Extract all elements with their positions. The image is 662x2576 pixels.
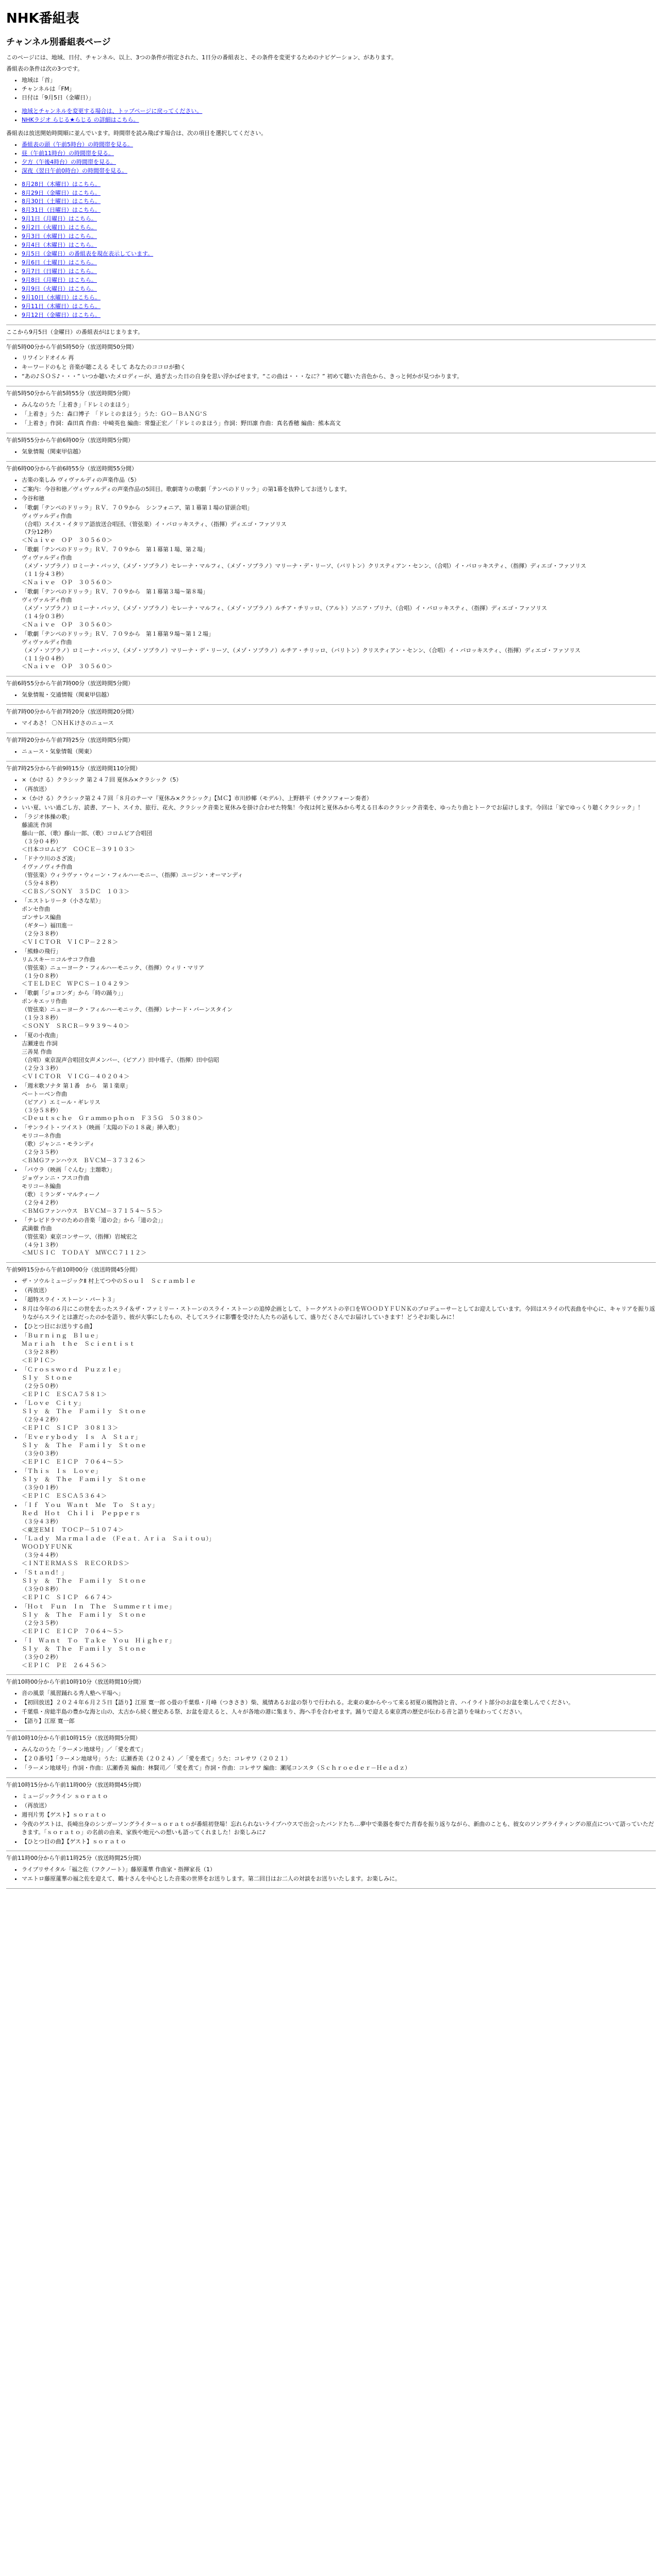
program-detail-item: • 「歌劇「テンペのドリッラ」ＲＶ．７０９から シンフォニア、第１幕第１場の冒頭合唱」 ヴィヴァルディ作曲 （合唱）スイス・イタリア語放送合唱団、（管弦楽）イ・バロッキスティ、（指揮）ディエゴ・ファソリス （7分12秒） ＜Ｎａｉｖｅ ＯＰ ３０５６０＞ (22, 504, 656, 545)
program-detail-item: • 【ひとつ目にお送りする曲】 (22, 1323, 656, 1331)
date-list-item (22, 180, 656, 189)
time-links-list (6, 141, 656, 175)
program-detail-item: • 「歌劇「テンペのドリッラ」ＲＶ．７０９から 第１幕第３場～第８場」 ヴィヴァルディ作曲 （メゾ・ソプラノ）ロミーナ・バッソ、（メゾ・ソプラノ）セレーナ・マルフィ、（メゾ・ソプラノ）ルチア・チリッロ、（アルト）ソニア・プリナ、（合唱）イ・バロッキスティ、（指揮）ディエゴ・ファソリス （１４分０３秒） ＜Ｎａｉｖｅ ＯＰ ３０５６０＞ (22, 588, 656, 629)
program-time: 午前7時00分から午前7時20分（放送時間20分間） (6, 708, 137, 716)
date-links-list (6, 180, 656, 319)
program-details (6, 354, 656, 381)
program-detail-item: • ご案内：今谷和徳／ヴィヴァルディの声楽作品の5回目。歌劇寄りの歌劇「テンペのドリッラ」の第1幕を抜粋してお送りします。 (22, 485, 656, 494)
program-detail-item: • キーワードのもと 音楽が聴こえる そして あなたのココロが動く (22, 363, 656, 371)
program-detail-item: • 「ラーメン地球号」作詞・作曲：広瀬香美 編曲：林賢司／「愛を煮て」作詞・作曲：コレサワ 編曲：瀬尾コンスタ（Ｓｃｈｒｏｅｄｅｒ－Ｈｅａｄｚ） (22, 1764, 656, 1772)
program-details (6, 1866, 656, 1883)
program-detail-item: • 週刊片男【ゲスト】ｓｏｒａｔｏ (22, 1811, 656, 1819)
date-list-item (22, 224, 656, 232)
page-subtitle: チャンネル別番組表ページ (6, 37, 111, 47)
date-link[interactable]: 8月31日（日曜日）はこちら。 (22, 207, 101, 214)
program-time: 午前10時10分から午前10時15分（放送時間5分間） (6, 1735, 141, 1742)
program-detail-item: • 気象情報（関東甲信越） (22, 448, 656, 456)
date-link[interactable]: 9月2日（火曜日）はこちら。 (22, 224, 97, 231)
program-detail-item: • 「歌劇「テンペのドリッラ」ＲＶ．７０９から 第１幕第１場、第２場」 ヴィヴァルディ作曲 （メゾ・ソプラノ）ロミーナ・バッソ、（メゾ・ソプラノ）セレーナ・マルフィ、（メゾ・ソプラノ）マリーナ・デ・リーソ、（バリトン）クリスティアン・センン、（合唱）イ・バロッキスティ、（指揮）ディエゴ・ファソリス （１１分４３秒） ＜Ｎａｉｖｅ ＯＰ ３０５６０＞ (22, 546, 656, 587)
time-list-item (22, 158, 656, 166)
program-detail-item: • 【２０番号】「ラーメン地球号」うた：広瀬香美（２０２４）／「愛を煮て」うた：コレサワ（２０２１） (22, 1755, 656, 1763)
program-detail-item: • ×（かけ る）クラシック 第２４７回 夏休み×クラシック（5） (22, 776, 656, 784)
program-list (6, 343, 656, 1889)
condition-region: • 地域は「首」 (22, 76, 656, 84)
time-list-item (22, 141, 656, 149)
program-detail-item: • ライブリサイタル「福之佐（フクノート）」藤原蓮華 作曲家・指揮家長（1） (22, 1866, 656, 1874)
intro-text: このページには、地域、日付、チャンネル、以上、3つの条件が指定された、1日分の番組表と、その条件を変更するためのナビゲーション、があります。 (6, 54, 398, 61)
program-details (6, 776, 656, 1257)
date-link[interactable]: 9月3日（水曜日）はこちら。 (22, 233, 97, 240)
date-list-item (22, 294, 656, 302)
program-time: 午前10時15分から午前11時00分（放送時間45分間） (6, 1781, 144, 1788)
program-detail-item: • 「Ｌａｄｙ Ｍａｒｍａｌａｄｅ （Ｆｅａｔ．Ａｒｉａ Ｓａｉｔｏｕ）」 ＷＯＯＤＹＦＵＮＫ （３分４４秒） ＜ＩＮＴＥＲＭＡＳＳ ＲＥＣＯＲＤＳ＞ (22, 1535, 656, 1568)
date-link[interactable]: 9月10日（水曜日）はこちら。 (22, 294, 101, 301)
program-detail-item: • 「エストレリータ（小さな星）」 ポンセ作曲 ゴンサレス編曲 （ギター）福田進一 （２分３８秒） ＜ＶＩＣＴＯＲ ＶＩＣＰ－２２８＞ (22, 897, 656, 946)
program-detail-item: • 「テレビドラマのための音楽「道の会」から「道の会」」 武満徹 作曲 （管弦楽）東京コンサーツ、（指揮）岩城宏之 （４分１３秒） ＜ＭＵＳＩＣ ＴＯＤＡＹ ＭＷＣＣ７１１２＞ (22, 1216, 656, 1258)
condition-channel: • チャンネルは「FM」 (22, 85, 656, 93)
program-block (6, 736, 656, 761)
date-list-item (22, 285, 656, 293)
date-list-item (22, 276, 656, 284)
radiru-link[interactable]: NHKラジオ らじる★らじる の詳細はこちら。 (22, 116, 139, 123)
program-detail-item: • （再放送） (22, 1802, 656, 1810)
divider (6, 461, 656, 462)
program-details (6, 691, 656, 699)
date-link[interactable]: 8月29日（金曜日）はこちら。 (22, 189, 101, 196)
program-block (6, 765, 656, 1263)
program-time: 午前5時50分から午前5時55分（放送時間5分間） (6, 390, 134, 397)
program-block (6, 1734, 656, 1778)
program-detail-item: • ザ・ソウルミュージックⅡ 村上てつやのＳｏｕｌ Ｓｃｒａｍｂｌｅ (22, 1277, 656, 1285)
date-link[interactable]: 9月4日（木曜日）はこちら。 (22, 242, 97, 249)
time-link-morning[interactable]: 番組表の頭（午前5時台）の時間帯を見る。 (22, 141, 133, 148)
program-detail-item: • 【語り】江原 寛一郎 (22, 1717, 656, 1725)
condition-date: • 日付は「9月5日（金曜日）」 (22, 94, 656, 102)
page-title: NHK番組表 (6, 11, 79, 26)
program-detail-item: • 「ラジオ体操の歌」 藤浦洸 作詞 藤山一郎、（歌）藤山一郎、（歌）コロムビア合唱団 （３分０４秒） ＜日本コロムビア ＣＯＣＥ－３９１０３＞ (22, 813, 656, 854)
date-link[interactable]: 9月7日（日曜日）はこちら。 (22, 267, 97, 275)
program-block (6, 1781, 656, 1852)
program-detail-item: • 「Ｉ Ｗａｎｔ Ｔｏ Ｔａｋｅ Ｙｏｕ Ｈｉｇｈｅｒ」 Ｓｌｙ ＆ Ｔｈｅ Ｆａｍｉｌｙ Ｓｔｏｎｅ （３分０２秒） ＜ＥＰＩＣ ＰＥ ２６４５６＞ (22, 1637, 656, 1670)
program-time: 午前10時00分から午前10時10分（放送時間10分間） (6, 1679, 144, 1686)
program-detail-item: • （再放送） (22, 1286, 656, 1295)
date-list-item (22, 250, 656, 258)
program-detail-item: • 「Ｉｆ Ｙｏｕ Ｗａｎｔ Ｍｅ Ｔｏ Ｓｔａｙ」 Ｒｅｄ Ｈｏｔ Ｃｈｉｌｉ Ｐｅｐｐｅｒｓ （３分４３秒） ＜東芝ＥＭＩ ＴＯＣＰ－５１０７４＞ (22, 1501, 656, 1534)
program-detail-item: • 「Ｌｏｖｅ Ｃｉｔｙ」 Ｓｌｙ ＆ Ｔｈｅ Ｆａｍｉｌｙ Ｓｔｏｎｅ （２分４２秒） ＜ＥＰＩＣ ＳＩＣＰ ３０８１３＞ (22, 1399, 656, 1432)
program-time: 午前11時00分から午前11時25分（放送時間25分間） (6, 1855, 144, 1862)
divider (6, 1262, 656, 1263)
program-detail-item: • 「Ｃｒｏｓｓｗｏｒｄ Ｐｕｚｚｌｅ」 Ｓｌｙ Ｓｔｏｎｅ （２分５０秒） ＜ＥＰＩＣ ＥＳＣＡ７５８１＞ (22, 1366, 656, 1399)
program-detail-item: • “あの♪ＳＯＳ♪・・・” いつか聴いたメロディーが、過ぎ去った日の自身を思い浮かばせます。“この曲は・・・なに？” 初めて聴いた音色から、きっと何かが見つかります。 (22, 372, 656, 381)
program-time: 午前6時55分から午前7時00分（放送時間5分間） (6, 680, 134, 687)
date-link[interactable]: 8月30日（土曜日）はこちら。 (22, 198, 101, 205)
program-detail-item: • ミュージックライン ｓｏｒａｔｏ (22, 1792, 656, 1801)
date-list-item (22, 232, 656, 241)
program-block (6, 680, 656, 705)
program-time: 午前5時55分から午前6時00分（放送時間5分間） (6, 437, 134, 444)
change-links-list (6, 107, 656, 124)
program-detail-item: • 今谷和徳 (22, 495, 656, 503)
program-details (6, 1792, 656, 1846)
program-detail-item: • 気象情報・交通情報（関東甲信越） (22, 691, 656, 699)
change-list-item (22, 107, 656, 115)
program-time: 午前7時20分から午前7時25分（放送時間5分間） (6, 737, 134, 744)
program-detail-item: • 「Ｓｔａｎｄ！」 Ｓｌｙ ＆ Ｔｈｅ Ｆａｍｉｌｙ Ｓｔｏｎｅ （３分０８秒） ＜ＥＰＩＣ ＳＩＣＰ ６６７４＞ (22, 1569, 656, 1602)
program-details (6, 1745, 656, 1772)
program-detail-item: • 「上着き」作詞：森田真 作曲：中崎英也 編曲：常盤正宏／「ドレミのまほう」作詞：野田凛 作曲：真名香穂 編曲：熊本高文 (22, 419, 656, 428)
date-link[interactable]: 9月12日（金曜日）はこちら。 (22, 311, 101, 318)
conditions-list (6, 76, 656, 102)
program-block (6, 708, 656, 733)
program-detail-item: • 「Ｔｈｉｓ Ｉｓ Ｌｏｖｅ」 Ｓｌｙ ＆ Ｔｈｅ Ｆａｍｉｌｙ Ｓｔｏｎｅ （３分０１秒） ＜ＥＰＩＣ ＥＳＣＡ５３６４＞ (22, 1467, 656, 1500)
date-list-item (22, 259, 656, 267)
time-link-noon[interactable]: 昼（午前11時台）の時間帯を見る。 (22, 149, 114, 157)
program-block (6, 343, 656, 387)
date-list-item (22, 206, 656, 214)
date-link[interactable]: 8月28日（木曜日）はこちら。 (22, 180, 101, 188)
program-detail-item: • 【ひとつ目の曲】【ゲスト】ｓｏｒａｔｏ (22, 1838, 656, 1846)
change-list-item (22, 116, 656, 124)
time-list-item (22, 149, 656, 158)
date-link[interactable]: 9月8日（月曜日）はこちら。 (22, 276, 97, 283)
date-list-item (22, 189, 656, 197)
program-block (6, 1678, 656, 1731)
program-detail-item: • 「Ｅｖｅｒｙｂｏｄｙ Ｉｓ Ａ Ｓｔａｒ」 Ｓｌｙ ＆ Ｔｈｅ Ｆａｍｉｌｙ Ｓｔｏｎｅ （３分０３秒） ＜ＥＰＩＣ ＥＩＣＰ ７０６４～５＞ (22, 1433, 656, 1466)
program-detail-item: • 「週末歌ソナタ 第１番 から 第１楽章」 ベートーベン作曲 （ピアノ）エミール・ギレリス （３分５８秒） ＜Ｄｅｕｔｓｃｈｅ Ｇｒａｍｍｏｐｈｏｎ Ｆ３５Ｇ ５０３８０＞ (22, 1082, 656, 1123)
program-details (6, 719, 656, 727)
time-link-evening[interactable]: 夕方（午後4時台）の時間帯を見る。 (22, 158, 116, 165)
program-detail-item: • マエトロ藤原蓮華の福之佐を迎えて、鶴十さんを中心とした音楽の世界をお送りします。第二回目はお二人の対談をお送りいたします。お楽しみに。 (22, 1875, 656, 1883)
program-detail-item: • いい夏、いい過ごし方、読書、アート、スイカ、旅行、花火、クラシック音楽と夏休みを掛け合わせた特集！今夜は何と夏休みから考える日本のクラシック音楽を、ゆったり曲とトークでお届けします。今回は「家でゆっくり聴くクラシック」！ (22, 804, 656, 812)
program-detail-item: • 「歌劇「ジョコンダ」から「時の踊り」」 ポンキエッリ作曲 （管弦楽）ニューヨーク・フィルハーモニック、（指揮）レナード・バーンスタイン （１分３８秒） ＜ＳＯＮＹ ＳＲＣＲ－９９３９～４０＞ (22, 989, 656, 1030)
date-link[interactable]: 9月1日（月曜日）はこちら。 (22, 215, 97, 223)
program-details (6, 401, 656, 428)
time-list-item (22, 167, 656, 175)
date-link[interactable]: 9月11日（木曜日）はこちら。 (22, 302, 101, 310)
program-detail-item: • 「パウラ（映画「ぐんむ」主題歌）」 ジョヴァンニ・フスコ作曲 モリコーネ編曲 （歌）ミランダ・マルティーノ （２分４２秒） ＜ＢＭＧファンハウス ＢＶＣＭ－３７１５４～５５＞ (22, 1166, 656, 1215)
program-detail-item: • 千葉県・房総半島の豊かな海と山の、太古から続く歴史ある祭、お盆を迎えると、人々が各地の港に集まり、海へ手を合わせます。踊りで迎える東京湾の歴史が伝わる音と語りを味わってください。 (22, 1708, 656, 1716)
program-detail-item: • 【初回放送】２０２４年６月２５日【語り】江原 寛一郎 ◇畳の千葉県・月峰（つきさき）柴、風情あるお盆の祭りで行われる。北東の東からやって来る初夏の風物詩と音、ハイライト部分のお盆を楽しんでください。 (22, 1699, 656, 1707)
program-details (6, 748, 656, 756)
program-time: 午前7時25分から午前9時15分（放送時間110分間） (6, 765, 141, 772)
program-time: 午前9時15分から午前10時00分（放送時間45分間） (6, 1266, 141, 1274)
program-detail-item: • ８月は今年の６月にこの世を去ったスライ＆ザ・ファミリー・ストーンのスライ・ストーンの追悼企画として、トークゲストの辛口をＷＯＯＤＹＦＵＮＫのプロデューサーとしてお迎えしています。今回はスライの代表曲を中心に、キャリアを振り返りながらスライとは誰だったのかを語り、彼が大事にしたもの、そしてスライに影響を受けた人たちの話もして、盛りだくさんでお届けしていきます！どうぞお楽しみに！ (22, 1305, 656, 1321)
date-list-item (22, 267, 656, 276)
date-link[interactable]: 9月9日（火曜日）はこちら。 (22, 285, 97, 292)
program-detail-item: • 「上着き」うた：森口博子 「ドレミのまほう」うた：ＧＯ－ＢＡＮＧ'Ｓ (22, 410, 656, 418)
program-time: 午前5時00分から午前5時50分（放送時間50分間） (6, 343, 137, 350)
program-detail-item: • 「超特スライ・ストーン・パート３」 (22, 1296, 656, 1304)
program-time: 午前6時00分から午前6時55分（放送時間55分間） (6, 465, 137, 472)
program-detail-item: • リワインドオイル 再 (22, 354, 656, 362)
date-link[interactable]: 9月6日（土曜日）はこちら。 (22, 259, 97, 266)
program-detail-item: • みんなのうた「ラーメン地球号」／「愛を煮て」 (22, 1745, 656, 1754)
program-details (6, 1689, 656, 1725)
schedule-heading: ここから9月5日（金曜日）の番組表がはじまります。 (6, 328, 144, 335)
program-detail-item: • 音の風景「風習踊れる秀人塾へ平場へ」 (22, 1689, 656, 1698)
divider (6, 704, 656, 705)
date-list-item (22, 241, 656, 249)
program-block (6, 436, 656, 462)
program-detail-item: • （再放送） (22, 785, 656, 793)
divider (6, 1674, 656, 1675)
program-detail-item: • 「歌劇「テンペのドリッラ」ＲＶ．７０９から 第１幕第９場～第１２場」 ヴィヴァルディ作曲 （メゾ・ソプラノ）ロミーナ・バッソ、（メゾ・ソプラノ）マリーナ・デ・リーソ、（メゾ・ソプラノ）ルチア・チリッロ、（バリトン）クリスティアン・センン、（合唱）イ・バロッキスティ、（指揮）ディエゴ・ファソリス （１１分０４秒） ＜Ｎａｉｖｅ ＯＰ ３０５６０＞ (22, 630, 656, 671)
program-detail-item: • みんなのうた「上着き」「ドレミのまほう」 (22, 401, 656, 409)
program-block (6, 1854, 656, 1889)
program-detail-item: • 「熊蜂の飛行」 リムスキー＝コルサコフ作曲 （管弦楽）ニューヨーク・フィルハーモニック、（指揮）ウィリ・マリア （１分０８秒） ＜ＴＥＬＤＥＣ ＷＰＣＳ－１０４２９＞ (22, 947, 656, 989)
program-block (6, 1266, 656, 1675)
program-block (6, 389, 656, 433)
program-detail-item: • 「Ｂｕｒｎｉｎｇ Ｂｌｕｅ」 Ｍａｒｉａｈ ｔｈｅ Ｓｃｉｅｎｔｉｓｔ （３分２８秒） ＜ＥＰＩＣ＞ (22, 1332, 656, 1365)
program-block (6, 465, 656, 677)
program-detail-item: • 古楽の楽しみ ヴィヴァルディの声楽作品（5） (22, 476, 656, 484)
time-filter-note: 番組表は放送開始時間順に並んでいます。時間帯を読み飛ばす場合は、次の項目を選択してください。 (6, 129, 267, 137)
time-link-midnight[interactable]: 深夜（翌日午前0時台）の時間帯を見る。 (22, 167, 127, 174)
top-page-link[interactable]: 地域とチャンネルを変更する場合は、トップページに戻ってください。 (22, 108, 203, 115)
program-details (6, 448, 656, 456)
date-list-item (22, 197, 656, 206)
program-details (6, 476, 656, 671)
conditions-heading: 番組表の条件は次の3つです。 (6, 65, 84, 73)
program-details (6, 1277, 656, 1669)
date-list-item (22, 215, 656, 223)
divider (6, 1777, 656, 1778)
date-list-item (22, 311, 656, 319)
program-detail-item: • 「Ｈｏｔ Ｆｕｎ Ｉｎ Ｔｈｅ Ｓｕｍｍｅｒｔｉｍｅ」 Ｓｌｙ ＆ Ｔｈｅ Ｆａｍｉｌｙ Ｓｔｏｎｅ （２分３５秒） ＜ＥＰＩＣ ＥＩＣＰ ７０６４～５＞ (22, 1603, 656, 1636)
date-list-item (22, 302, 656, 311)
program-detail-item: • 「夏の小夜曲」 吉瀬達也 作詞 三善晃 作曲 （合唱）東京混声合唱団女声メンバー、（ピアノ）田中瑤子、（指揮）田中信昭 （２分３３秒） ＜ＶＩＣＴＯＲ ＶＩＣＧ－４０２０４＞ (22, 1031, 656, 1081)
program-detail-item: • 「サンライト・ツイスト（映画「太陽の下の１８歳」挿入歌）」 モリコーネ作曲 （歌）ジャンニ・モランディ （２分３５秒） ＜ＢＭＧファンハウス ＢＶＣＭ－３７３２６＞ (22, 1124, 656, 1165)
program-detail-item: • 「ドナウ川のさざ波」 イヴァノヴィチ作曲 （管弦楽）ウィラヴァ・ウィーン・フィルハーモニー、（指揮）ユージン・オーマンディ （５分４８秒） ＜ＣＢＳ／ＳＯＮＹ ３５ＤＣ １０３＞ (22, 855, 656, 896)
program-detail-item: • ×（かけ る）クラシック第２４７回「８月のテーマ『夏休み×クラシック』【ＭＣ】市川紗椰（モデル）、上野耕平（サクソフォーン奏者） (22, 794, 656, 803)
program-detail-item: • マイあさ！ 〇ＮＨＫけさのニュース (22, 719, 656, 727)
program-detail-item: • 今夜のゲストは、長崎出身のシンガーソングライターｓｏｒａｔｏが番組初登場！忘れられないライブハウスで出会ったバンドたち…夢中で楽器を奏でた青春を振り返りながら、新曲のことも、彼女のソングライティングの原点について語っていただきます。「ｓｏｒａｔｏ」の名前の由来、家族や地元への想いも語ってくれました！お楽しみに♪ (22, 1820, 656, 1837)
program-detail-item: • ニュース・気象情報（関東） (22, 748, 656, 756)
divider (6, 1888, 656, 1889)
date-link[interactable]: 9月5日（金曜日）の番組表を現在表示しています。 (22, 250, 154, 258)
